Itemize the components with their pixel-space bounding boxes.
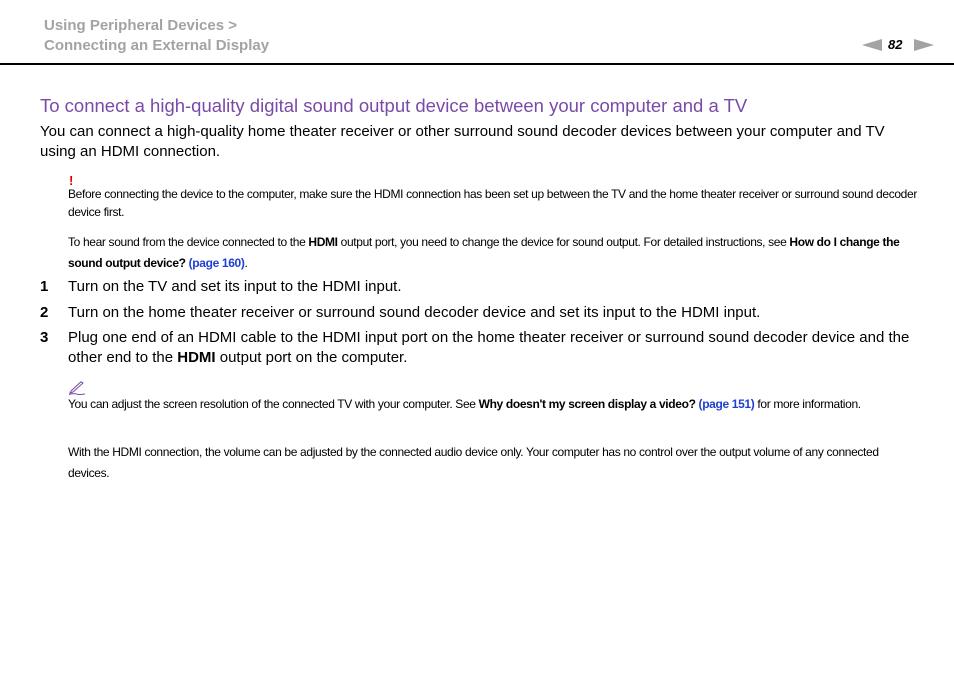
note-text-volume: With the HDMI connection, the volume can be adjusted by the connected audio device only. Your computer has no control over the output volume of any connected devices. <box>68 445 879 480</box>
warning-text-sound <box>68 232 918 274</box>
page-160-link[interactable]: (page 160) <box>188 256 245 270</box>
page-151-link[interactable]: (page 151) <box>698 397 755 411</box>
page-header <box>0 0 954 64</box>
note-text-part: You can adjust the screen resolution of the connected TV with your computer. See <box>68 397 479 411</box>
arrow-left-icon[interactable] <box>862 37 882 53</box>
warning-text: Before connecting the device to the computer, make sure the HDMI connection has been set up between the TV and the home theater receiver or surround sound decoder device first. <box>68 187 917 219</box>
hdmi-label: HDMI <box>177 349 216 366</box>
breadcrumb-page[interactable]: Connecting an External Display <box>44 37 270 54</box>
step-number: 3 <box>40 329 49 346</box>
warning-text-end: . <box>244 256 248 270</box>
step-number: 1 <box>40 278 49 295</box>
step-text <box>68 328 918 368</box>
step-text-part: Plug one end of an HDMI cable to the HDMI input port on the home theater receiver or surround sound decoder device and the other end to the <box>68 329 910 366</box>
note-text-part: for more information. <box>754 397 861 411</box>
pencil-note-icon <box>68 381 86 395</box>
breadcrumb-section[interactable]: Using Peripheral Devices > <box>44 17 238 34</box>
warning-icon: ! <box>69 173 74 188</box>
warning-text-part: To hear sound from the device connected to the <box>68 235 309 249</box>
intro-paragraph: You can connect a high-quality home theater receiver or other surround sound decoder devices between your computer and TV using an HDMI connection. <box>40 123 885 160</box>
section-title: To connect a high-quality digital sound output device between your computer and a TV <box>40 95 748 116</box>
header-rule <box>0 63 954 65</box>
step-number: 2 <box>40 304 49 321</box>
page-number: 82 <box>888 37 903 52</box>
warning-text-part: output port, you need to change the device for sound output. For detailed instructions, see <box>337 235 790 249</box>
arrow-right-icon[interactable] <box>914 37 934 53</box>
faq-title: How do I change the sound output device? <box>68 235 900 270</box>
hdmi-label: HDMI <box>308 235 338 249</box>
step-text-part: output port on the computer. <box>215 349 408 366</box>
faq-title: Why doesn't my screen display a video? <box>478 397 696 411</box>
step-text: Turn on the TV and set its input to the HDMI input. <box>68 278 402 295</box>
note-text-resolution <box>68 395 918 413</box>
step-text: Turn on the home theater receiver or surround sound decoder device and set its input to the HDMI input. <box>68 304 761 321</box>
